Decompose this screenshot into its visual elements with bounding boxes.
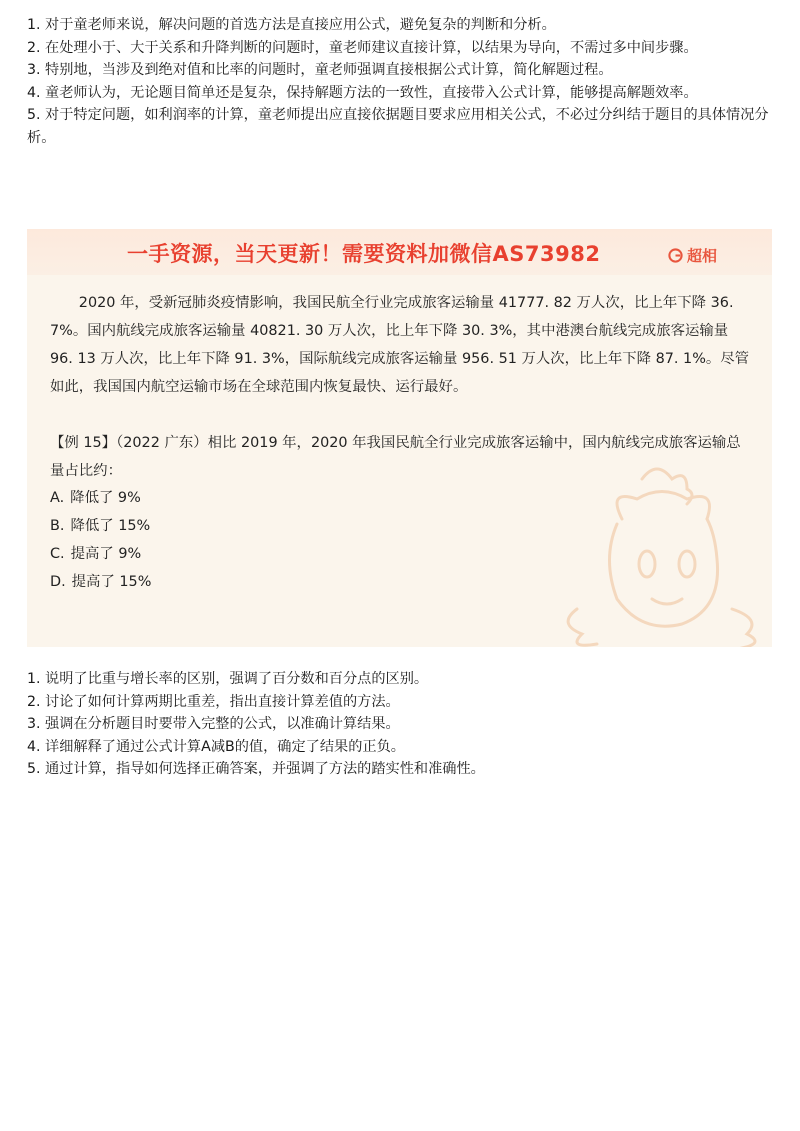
option-letter: B. bbox=[50, 518, 65, 534]
note-item: 1. 对于童老师来说，解决问题的首选方法是直接应用公式，避免复杂的判断和分析。 bbox=[27, 17, 556, 33]
note-item: 5. 对于特定问题，如利润率的计算，童老师提出应直接依据题目要求应用相关公式，不必过分纠结于题目的具体情况分析。 bbox=[27, 107, 769, 146]
note-item: 1. 说明了比重与增长率的区别，强调了百分数和百分点的区别。 bbox=[27, 671, 429, 687]
summary-notes-top bbox=[27, 14, 782, 149]
option-d bbox=[50, 568, 750, 596]
note-item: 2. 在处理小于、大于关系和升降判断的问题时，童老师建议直接计算，以结果为导向，不需过多中间步骤。 bbox=[27, 39, 698, 56]
passage-paragraph: 2020 年，受新冠肺炎疫情影响，我国民航全行业完成旅客运输量 41777. 82 万人次，比上年下降 36. 7%。国内航线完成旅客运输量 40821. 30 万人次，比上年下降 30. 3%，其中港澳台航线完成旅客运输量 96. 13 万人次，比上年下降 91. 3%，国际航线完成旅客运输量 956. 51 万人次，比上年下降 87. 1%。尽管如此，我国国内航空运输市场在全球范围内恢复最快、运行最好。 bbox=[50, 295, 750, 395]
option-letter: C. bbox=[50, 546, 65, 562]
option-text: 提高了 15% bbox=[71, 574, 152, 590]
option-c bbox=[50, 540, 750, 568]
note-item: 3. 强调在分析题目时要带入完整的公式，以准确计算结果。 bbox=[27, 716, 400, 732]
option-b bbox=[50, 512, 750, 540]
lecture-slide bbox=[27, 229, 772, 647]
note-item: 2. 讨论了如何计算两期比重差，指出直接计算差值的方法。 bbox=[27, 693, 400, 710]
option-text: 降低了 15% bbox=[70, 518, 151, 534]
option-letter: A. bbox=[50, 490, 65, 506]
brand-name: 超相 bbox=[687, 247, 718, 265]
note-item: 5. 通过计算，指导如何选择正确答案，并强调了方法的踏实性和准确性。 bbox=[27, 761, 485, 777]
note-item: 3. 特别地，当涉及到绝对值和比率的问题时，童老师强调直接根据公式计算，简化解题过程。 bbox=[27, 62, 613, 78]
banner-text: 一手资源，当天更新！需要资料加微信AS73982 bbox=[127, 242, 601, 266]
brand-logo bbox=[668, 245, 717, 266]
slide-banner bbox=[27, 229, 772, 275]
option-text: 降低了 9% bbox=[70, 490, 141, 506]
note-item: 4. 详细解释了通过公式计算A减B的值，确定了结果的正负。 bbox=[27, 738, 405, 755]
option-a bbox=[50, 484, 750, 512]
summary-notes-bottom bbox=[27, 668, 782, 781]
option-letter: D. bbox=[50, 574, 66, 590]
answer-options bbox=[50, 484, 750, 596]
option-text: 提高了 9% bbox=[70, 546, 142, 562]
note-item: 4. 童老师认为，无论题目简单还是复杂，保持解题方法的一致性，直接带入公式计算，能够提高解题效率。 bbox=[27, 84, 698, 101]
question-stem: 【例 15】（2022 广东）相比 2019 年，2020 年我国民航全行业完成旅客运输中，国内航线完成旅客运输总量占比约： bbox=[50, 435, 741, 479]
brand-logo-icon bbox=[668, 248, 683, 263]
